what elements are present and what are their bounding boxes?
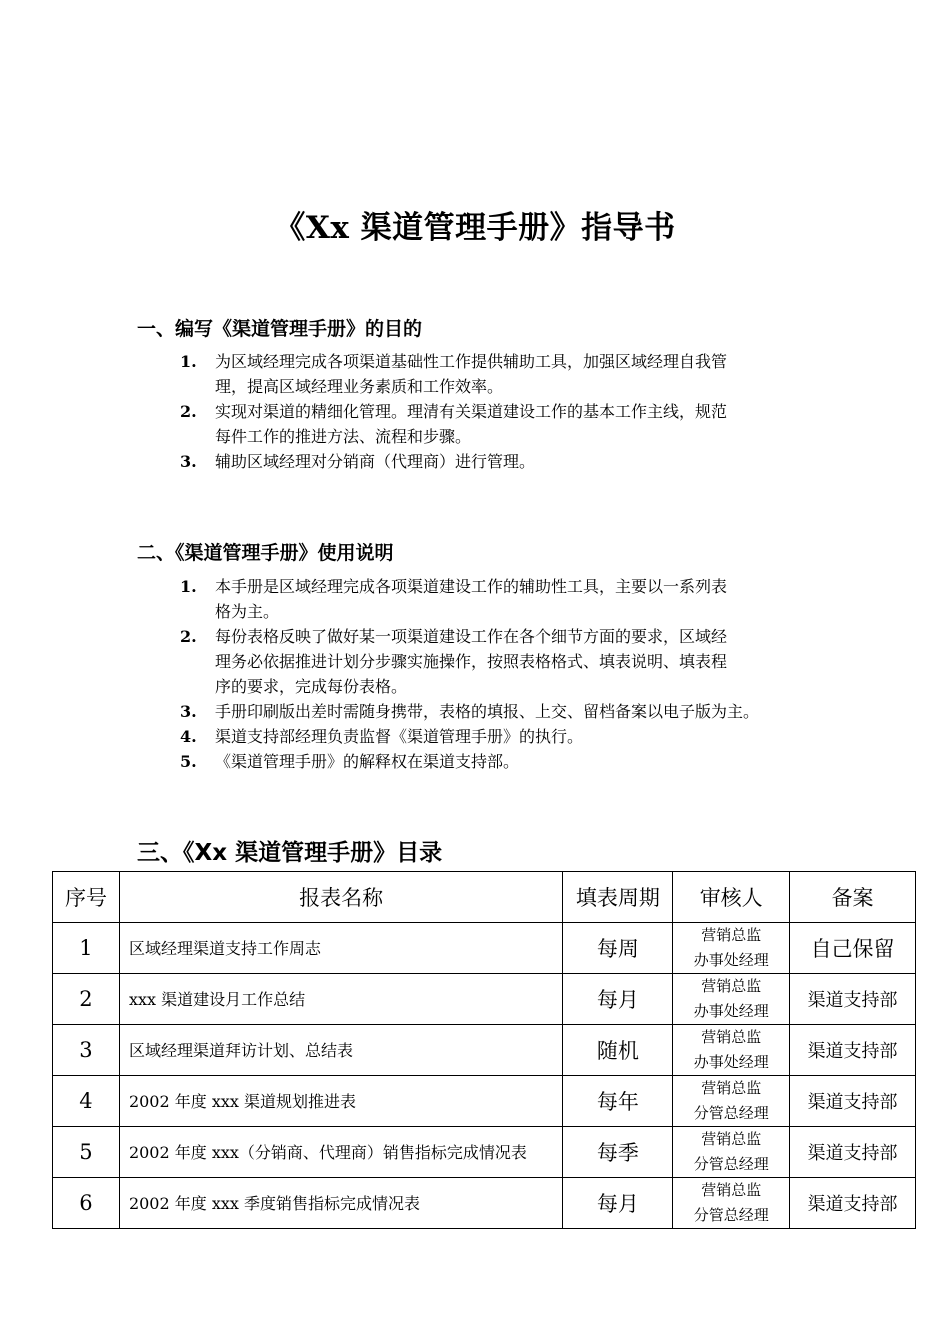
cell-name: 2002 年度 xxx（分销商、代理商）销售指标完成情况表 (119, 1127, 562, 1178)
cell-reviewer (673, 923, 790, 974)
cell-name: xxx 渠道建设月工作总结 (119, 974, 562, 1025)
list-text-line: 理，提高区域经理业务素质和工作效率。 (215, 377, 504, 396)
list-number: 5. (180, 752, 197, 771)
cell-number: 2 (53, 974, 120, 1025)
reviewer-secondary: 办事处经理 (693, 1053, 769, 1071)
list-text-line: 理务必依据推进计划分步骤实施操作，按照表格格式、填表说明、填表程 (215, 652, 728, 671)
cell-filing: 渠道支持部 (790, 974, 916, 1025)
list-text-line: 《渠道管理手册》的解释权在渠道支持部。 (215, 752, 520, 771)
reviewer-secondary: 分管总经理 (693, 1155, 769, 1173)
list-number: 3. (180, 452, 197, 471)
list-number: 4. (180, 727, 197, 746)
contents-table (52, 871, 916, 1229)
table-row (53, 974, 916, 1025)
list-item (180, 449, 870, 474)
reviewer-secondary: 办事处经理 (693, 951, 769, 969)
section-heading-usage: 二、《渠道管理手册》使用说明 (137, 542, 394, 564)
list-number: 1. (180, 577, 197, 596)
cell-reviewer (673, 1178, 790, 1229)
list-item (180, 349, 870, 399)
purpose-list (180, 349, 870, 474)
cell-reviewer (673, 1025, 790, 1076)
reviewer-primary: 营销总监 (701, 1130, 762, 1148)
cell-filing: 渠道支持部 (790, 1025, 916, 1076)
column-header-number: 序号 (53, 872, 120, 923)
table-row (53, 1178, 916, 1229)
list-item (180, 624, 870, 699)
list-text-line: 每份表格反映了做好某一项渠道建设工作在各个细节方面的要求，区域经 (215, 627, 728, 646)
reviewer-secondary: 分管总经理 (693, 1206, 769, 1224)
column-header-filing: 备案 (790, 872, 916, 923)
table-row (53, 923, 916, 974)
cell-reviewer (673, 1076, 790, 1127)
cell-filing: 渠道支持部 (790, 1178, 916, 1229)
list-text-line: 本手册是区域经理完成各项渠道建设工作的辅助性工具，主要以一系列表 (215, 577, 728, 596)
cell-name: 2002 年度 xxx 季度销售指标完成情况表 (119, 1178, 562, 1229)
cell-name: 区域经理渠道拜访计划、总结表 (119, 1025, 562, 1076)
list-item (180, 574, 870, 624)
list-item (180, 699, 870, 724)
list-text-line: 手册印刷版出差时需随身携带，表格的填报、上交、留档备案以电子版为主。 (215, 702, 760, 721)
cell-name: 2002 年度 xxx 渠道规划推进表 (119, 1076, 562, 1127)
column-header-period: 填表周期 (563, 872, 673, 923)
cell-period: 每月 (563, 1178, 673, 1229)
table-header-row (53, 872, 916, 923)
list-item (180, 724, 870, 749)
table-row (53, 1076, 916, 1127)
list-text-line: 实现对渠道的精细化管理。理清有关渠道建设工作的基本工作主线，规范 (215, 402, 728, 421)
list-number: 2. (180, 402, 197, 421)
reviewer-secondary: 分管总经理 (693, 1104, 769, 1122)
reviewer-primary: 营销总监 (701, 1079, 762, 1097)
cell-period: 每月 (563, 974, 673, 1025)
cell-reviewer (673, 1127, 790, 1178)
table-row (53, 1127, 916, 1178)
reviewer-primary: 营销总监 (701, 977, 762, 995)
column-header-reviewer: 审核人 (673, 872, 790, 923)
cell-filing: 自己保留 (790, 923, 916, 974)
column-header-name: 报表名称 (119, 872, 562, 923)
cell-period: 每季 (563, 1127, 673, 1178)
cell-number: 1 (53, 923, 120, 974)
list-text-line: 每件工作的推进方法、流程和步骤。 (215, 427, 472, 446)
reviewer-primary: 营销总监 (701, 1181, 762, 1199)
list-item (180, 399, 870, 449)
list-text-line: 渠道支持部经理负责监督《渠道管理手册》的执行。 (215, 727, 584, 746)
cell-name: 区域经理渠道支持工作周志 (119, 923, 562, 974)
list-text-line: 格为主。 (215, 602, 280, 621)
cell-filing: 渠道支持部 (790, 1076, 916, 1127)
reviewer-primary: 营销总监 (701, 926, 762, 944)
list-item (180, 749, 870, 774)
cell-period: 每年 (563, 1076, 673, 1127)
list-number: 1. (180, 352, 197, 371)
list-text-line: 为区域经理完成各项渠道基础性工作提供辅助工具，加强区域经理自我管 (215, 352, 728, 371)
section-heading-purpose: 一、编写《渠道管理手册》的目的 (137, 318, 423, 340)
list-number: 2. (180, 627, 197, 646)
reviewer-primary: 营销总监 (701, 1028, 762, 1046)
cell-period: 每周 (563, 923, 673, 974)
section-heading-contents: 三、《Xx 渠道管理手册》目录 (137, 840, 443, 866)
table-row (53, 1025, 916, 1076)
list-text-line: 辅助区域经理对分销商（代理商）进行管理。 (215, 452, 536, 471)
cell-number: 5 (53, 1127, 120, 1178)
cell-number: 6 (53, 1178, 120, 1229)
usage-list (180, 574, 870, 774)
cell-period: 随机 (563, 1025, 673, 1076)
page-title: 《Xx 渠道管理手册》指导书 (274, 210, 676, 246)
cell-number: 4 (53, 1076, 120, 1127)
cell-filing: 渠道支持部 (790, 1127, 916, 1178)
cell-reviewer (673, 974, 790, 1025)
list-text-line: 序的要求，完成每份表格。 (215, 677, 408, 696)
reviewer-secondary: 办事处经理 (693, 1002, 769, 1020)
list-number: 3. (180, 702, 197, 721)
cell-number: 3 (53, 1025, 120, 1076)
